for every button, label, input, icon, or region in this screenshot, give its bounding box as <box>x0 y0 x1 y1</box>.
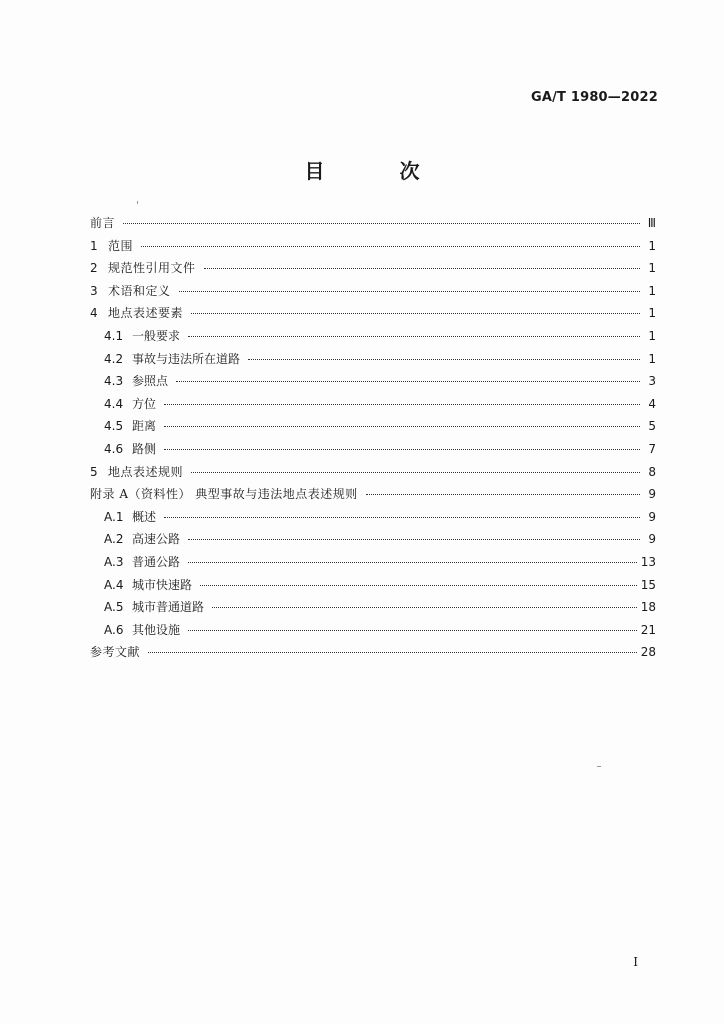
document-code: GA/T 1980—2022 <box>530 90 658 105</box>
toc-entry[interactable] <box>90 417 656 440</box>
toc-dot-leader <box>164 517 640 518</box>
toc-dot-leader <box>179 291 640 292</box>
toc-entry[interactable] <box>90 440 656 463</box>
toc-entry-page: 9 <box>648 509 656 524</box>
toc-entry-number: 4.6 <box>104 441 124 456</box>
toc-entry-label: 规范性引用文件 <box>108 261 196 276</box>
toc-dot-leader <box>164 404 640 405</box>
toc-entry-page: 28 <box>640 645 656 660</box>
toc-entry[interactable] <box>90 576 656 599</box>
toc-dot-leader <box>188 336 640 337</box>
toc-entry[interactable] <box>90 643 656 666</box>
toc-dot-leader <box>366 494 640 495</box>
toc-dot-leader <box>164 449 640 450</box>
toc-entry-number: 4.2 <box>104 351 124 366</box>
toc-entry-page: 7 <box>648 441 656 456</box>
toc-entry-page: 15 <box>640 577 656 592</box>
toc-entry-label: 范围 <box>108 238 134 253</box>
toc-entry-label: 参照点 <box>132 374 169 389</box>
toc-entry[interactable] <box>90 372 656 395</box>
toc-entry-label: 事故与违法所在道路 <box>132 351 241 366</box>
toc-dot-leader <box>191 313 640 314</box>
toc-dot-leader <box>188 630 637 631</box>
toc-entry-page: 1 <box>648 328 656 343</box>
toc-entry-number: A.3 <box>104 554 124 569</box>
toc-entry-label: 参考文献 <box>90 645 141 660</box>
toc-entry[interactable] <box>90 463 656 486</box>
toc-entry-number: 4.5 <box>104 419 124 434</box>
toc-entry-label: 城市快速路 <box>132 577 193 592</box>
toc-entry-number: A.6 <box>104 622 124 637</box>
toc-entry[interactable] <box>90 530 656 553</box>
toc-entry-label: 附录 A（资料性） 典型事故与违法地点表述规则 <box>90 487 358 502</box>
toc-entry[interactable] <box>90 485 656 508</box>
toc-entry-page: Ⅲ <box>647 216 656 230</box>
toc-entry-number: 4.4 <box>104 396 124 411</box>
toc-title: 目 次 <box>304 159 454 183</box>
toc-entry-label: 概述 <box>132 509 157 524</box>
toc-entry-number: 3 <box>90 283 98 298</box>
page-number: I <box>633 955 638 969</box>
scan-speck <box>597 766 601 767</box>
toc-entry-label: 地点表述要素 <box>108 306 184 321</box>
toc-dot-leader <box>204 268 640 269</box>
toc-dot-leader <box>200 585 637 586</box>
toc-entry-number: A.2 <box>104 532 124 547</box>
toc-entry-page: 18 <box>640 600 656 615</box>
toc-dot-leader <box>176 381 640 382</box>
toc-entry[interactable] <box>90 214 656 237</box>
toc-entry-page: 1 <box>648 306 656 321</box>
toc-entry-label: 前言 <box>90 216 116 230</box>
toc-entry-page: 9 <box>648 532 656 547</box>
toc-entry-page: 1 <box>648 238 656 253</box>
toc-entry-label: 其他设施 <box>132 622 181 637</box>
toc-entry-label: 地点表述规则 <box>108 464 184 479</box>
toc-entry[interactable] <box>90 259 656 282</box>
toc-entry[interactable] <box>90 304 656 327</box>
toc-entry-number: A.4 <box>104 577 124 592</box>
toc-entry-label: 方位 <box>132 396 157 411</box>
toc-entry-page: 3 <box>648 374 656 389</box>
toc-entry-label: 一般要求 <box>132 328 181 343</box>
toc-entry[interactable] <box>90 327 656 350</box>
toc-entry-label: 术语和定义 <box>108 283 171 298</box>
toc-entry[interactable] <box>90 282 656 305</box>
toc-entry-number: 4 <box>90 306 98 321</box>
toc-entry-page: 9 <box>648 487 656 502</box>
toc-dot-leader <box>141 246 640 247</box>
toc-entry-number: A.5 <box>104 600 124 615</box>
toc-entry-number: 5 <box>90 464 98 479</box>
toc-entry-page: 13 <box>640 554 656 569</box>
toc-entry-page: 1 <box>648 261 656 276</box>
toc-dot-leader <box>191 472 640 473</box>
toc-entry-number: 2 <box>90 261 98 276</box>
toc-entry[interactable] <box>90 553 656 576</box>
toc-entry[interactable] <box>90 395 656 418</box>
scan-speck <box>137 201 138 204</box>
toc-entry-label: 距离 <box>132 419 157 434</box>
toc-entry-number: 4.1 <box>104 328 124 343</box>
toc-dot-leader <box>123 223 640 224</box>
toc-entry[interactable] <box>90 508 656 531</box>
toc-entry-number: A.1 <box>104 509 124 524</box>
toc-entry-page: 1 <box>648 351 656 366</box>
toc-dot-leader <box>188 562 637 563</box>
toc-entry-page: 1 <box>648 283 656 298</box>
toc-entry-label: 路侧 <box>132 441 157 456</box>
toc-entry-page: 21 <box>640 622 656 637</box>
toc-entry[interactable] <box>90 350 656 373</box>
toc-entry-page: 4 <box>648 396 656 411</box>
toc-entry-page: 5 <box>648 419 656 434</box>
toc-entry[interactable] <box>90 621 656 644</box>
toc-dot-leader <box>212 607 637 608</box>
toc-entry[interactable] <box>90 237 656 260</box>
table-of-contents <box>90 214 656 666</box>
toc-entry-label: 高速公路 <box>132 532 181 547</box>
toc-dot-leader <box>164 426 640 427</box>
toc-entry-number: 4.3 <box>104 374 124 389</box>
toc-entry-label: 城市普通道路 <box>132 600 205 615</box>
toc-entry[interactable] <box>90 598 656 621</box>
toc-entry-number: 1 <box>90 238 98 253</box>
toc-dot-leader <box>188 539 640 540</box>
toc-dot-leader <box>248 359 640 360</box>
toc-entry-page: 8 <box>648 464 656 479</box>
toc-entry-label: 普通公路 <box>132 554 181 569</box>
toc-dot-leader <box>148 652 637 653</box>
